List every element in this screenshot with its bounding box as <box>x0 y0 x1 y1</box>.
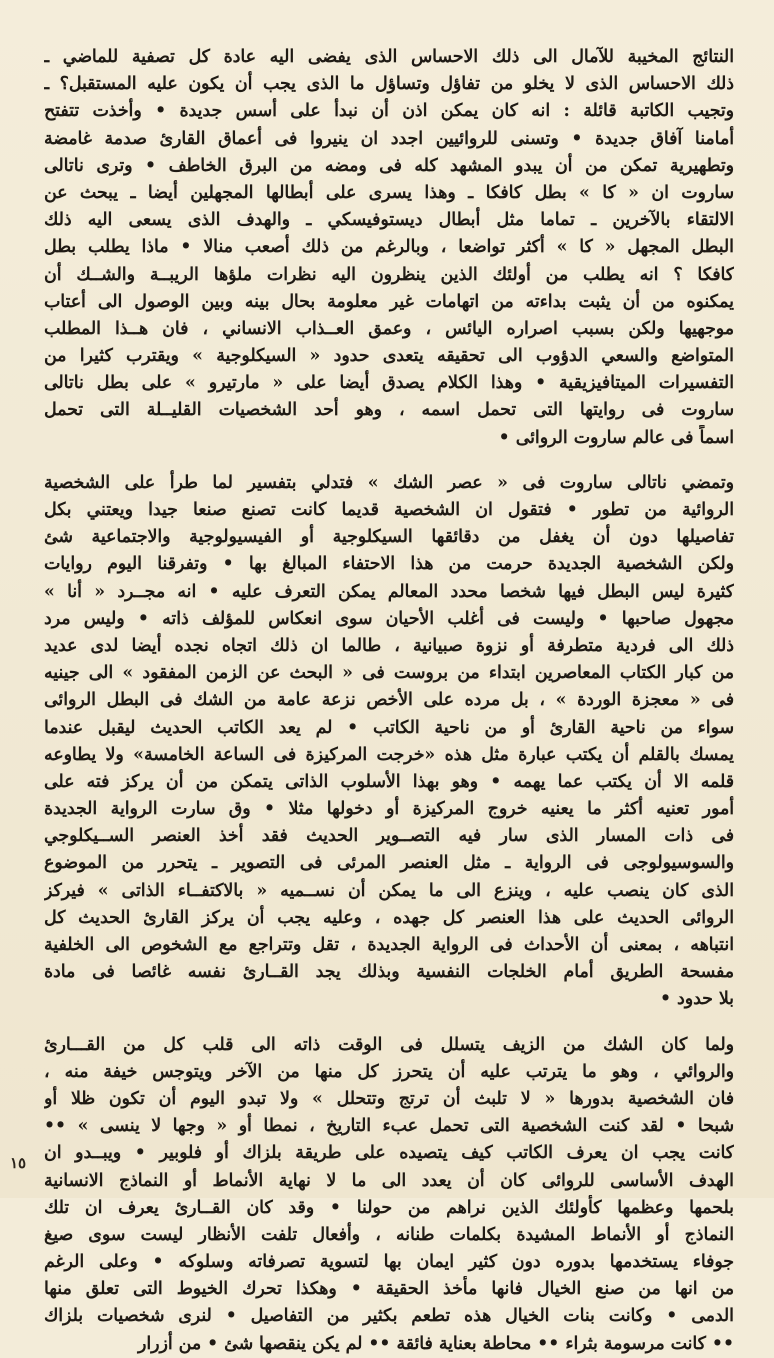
text-line: موجهيها ولكن بسبب اصراره اليائس ، وعمق العــذاب الانساني ، فان هــذا المطلب <box>44 318 734 339</box>
text-line: ولكن الشخصية الجديدة حرمت من هذا الاحتفاء المبالغ بها • وتفرقنا اليوم روايات <box>44 554 734 575</box>
text-line: فان الشخصية بدورها « لا تلبث أن ترتج وتتحلل » ولا تبدو اليوم أن تكون ظلا أو <box>44 1088 734 1109</box>
text-line: سواء من ناحية القارئ أو من ناحية الكاتب • لم يعد الكاتب الحديث ليقبل عندما <box>44 717 734 738</box>
text-line: البطل المجهل « كا » أكثر تواضعا ، وبالرغم من ذلك أصعب منالا • ماذا يطلب بطل <box>44 237 734 258</box>
text-line: مجهول صاحبها • وليست فى أغلب الأحيان سوى انعكاس للمؤلف ذاته • وليس مرد <box>44 608 734 629</box>
text-line: والروائي ، وهو ما يترتب عليه أن يتحرز كل منها من الآخر ويتوجس خيفة منه ، <box>44 1061 734 1082</box>
text-line: من كبار الكتاب المعاصرين ابتداء من بروست فى « البحث عن الزمن المفقود » الى جينيه <box>44 663 734 684</box>
text-line: الروائى الحديث على هذا العنصر كل جهده ، وعليه يجب أن يركز القارئ الحديث كل <box>44 907 734 928</box>
text-line: الالتقاء بالآخرين ـ تماما مثل أبطال ديستوفيسكي ـ والهدف الذى يسعى اليه ذلك <box>44 210 734 231</box>
text-line: والسوسيولوجى فى الرواية ـ مثل العنصر المرئى فى التصوير ـ يتحرر من الموضوع <box>44 853 734 874</box>
text-line: النماذج أو الأنماط المشيدة بكلمات طنانه ، وأفعال تلفت الأنظار ليست سوى صيغ <box>44 1224 734 1245</box>
page-number: ١٥ <box>10 1154 27 1172</box>
text-line: المتواضع والسعي الدؤوب الى تحقيقه يتعدى حدود « السيكلوجية » ويقترب كثيرا من <box>44 346 734 367</box>
text-line: فى « معجزة الوردة » ، بل مرده على الأخص نزعة عامة من الشك فى البطل الروائى <box>44 690 734 711</box>
text-line: شبحا • لقد كنت الشخصية التى تحمل عبء التاريخ ، نمطا أو « وجها لا ينسى » •• <box>44 1116 734 1137</box>
text-line: وتطهيرية تمكن من أن يبدو المشهد كله فى ومضه من البرق الخاطف • وترى ناتالى <box>44 155 734 176</box>
text-line: وتمضي ناتالى ساروت فى « عصر الشك » فتدلي بتفسير لما طرأ على الشخصية <box>44 472 734 493</box>
text-line: الدمى • وكانت بنات الخيال هذه تطعم بكثير من التفاصيل • لنرى شخصيات بلزاك <box>44 1306 734 1327</box>
text-line: الهدف الأساسى للروائى كان أن يعدد الى ما لا نهاية الأنماط أو النماذج الانسانية <box>44 1170 734 1191</box>
paragraph <box>44 44 734 452</box>
text-line: كثيرة ليس البطل فيها شخصا محدد المعالم يمكن التعرف عليه • انه مجــرد « أنا » <box>44 581 734 602</box>
text-line: بلحمها وعظمها كأولئك الذين نراهم من حولنا • وقد كان القــارئ يعرف ان تلك <box>44 1197 734 1218</box>
text-line: ساروت ان « كا » بطل كافكا ـ وهذا يسرى على أبطالها المجهلين أيضا ـ يبحث عن <box>44 182 734 203</box>
paragraph-gap <box>44 1014 734 1032</box>
text-line: يمسك بالقلم أن يكتب عبارة مثل هذه «خرجت المركيزة فى الساعة الخامسة» ولا يطاوعه <box>44 744 734 765</box>
text-line: الروائية من تطور • فتقول ان الشخصية قديما كانت تصنع صنعا جيدا ويعتني بكل <box>44 500 734 520</box>
article-body <box>44 44 734 1358</box>
text-line: أمامنا آفاق جديدة • وتسنى للروائيين اجدد ان ينيروا فى أعماق القارئ صدمة غامضة <box>44 128 734 149</box>
text-line: جوفاء يستخدمها بدوره دون كثير ايمان بها لتسوية تصرفاته وسلوكه • وعلى الرغم <box>44 1252 734 1273</box>
text-line: تفاصيلها دون أن يغفل من دقائقها السيكلوجية أو الفيسيولوجية والاجتماعية شئ <box>44 527 734 548</box>
paragraph-gap <box>44 452 734 470</box>
text-line: التفسيرات الميتافيزيقية • وهذا الكلام يصدق أيضا على « مارتيرو » على بطل ناتالى <box>44 373 734 394</box>
text-line: انتباهه ، بمعنى أن الأحداث فى الرواية الجديدة ، تقل وتتراجع مع الشخوص الى الخلفية <box>44 935 734 955</box>
text-line: فى ذات المسار الذى سار فيه التصــوير الحديث فقد أخذ العنصر الســيكلوجي <box>44 826 734 847</box>
text-line: ذلك الاحساس الذى لا يخلو من تفاؤل وتساؤل ما الذى يجب أن يكون عليه المستقبل؟ ـ <box>44 74 734 95</box>
text-line: أمور تعنيه أكثر ما يعنيه خروج المركيزة أو دخولها مثلا • وق سارت الرواية الجديدة <box>44 799 734 820</box>
text-line: كافكا ؟ انه يطلب من أولئك الذين ينظرون اليه نظرات ملؤها الريبــة والشــك أن <box>44 264 734 285</box>
text-line: وتجيب الكاتبة قائلة : انه كان يمكن اذن أن نبدأ على أسس جديدة • وأخذت تتفتح <box>44 101 734 122</box>
text-line: من انها من صنع الخيال فانها مأخذ الحقيقة • وهكذا تحرك الخيوط التى تعلق منها <box>44 1279 734 1300</box>
text-line: ساروت فى روايتها التى تحمل اسمه ، وهو أحد الشخصيات القليــلة التى تحمل <box>44 400 734 421</box>
paragraph <box>44 1032 734 1358</box>
text-line: قلمه الا أن يكتب عما يهمه • وهو بهذا الأسلوب الذاتى يتمكن من أن يركز فته على <box>44 771 734 792</box>
text-line: الذى كان ينصب عليه ، وينزع الى ما يمكن أن نســميه « بالاكتفــاء الذاتى » فيركز <box>44 880 734 901</box>
text-line: ولما كان الشك من الزيف يتسلل فى الوقت ذاته الى قلب كل من القـــارئ <box>44 1034 734 1055</box>
text-line: ذلك الى فردية متطرفة أو نزوة صبيانية ، طالما ان ذلك اتجاه نجده أيضا لدى عديد <box>44 635 734 656</box>
text-line: اسماً فى عالم ساروت الروائى • <box>498 427 734 448</box>
text-line: يمكنوه من أن يثبت بداءته من اتهامات غير معلومة بحال بينه وبين الوصول الى أعتاب <box>44 291 734 312</box>
text-line: كانت يجب ان يعرف الكاتب كيف يتصيده على طريقة بلزاك أو فلوبير • ويبــدو ان <box>44 1143 734 1164</box>
text-line: بلا حدود • <box>660 989 734 1010</box>
paragraph <box>44 470 734 1014</box>
text-line: مفسحة الطريق أمام الخلجات النفسية وبذلك يجد القــارئ نفسه غائصا فى مادة <box>44 962 734 983</box>
text-line: النتائج المخيبة للآمال الى ذلك الاحساس الذى يفضى اليه عادة كل تصفية للماضي ـ <box>44 47 734 67</box>
text-line: •• كانت مرسومة بثراء •• محاطة بعناية فائقة •• لم يكن ينقصها شئ • من أزرار <box>138 1333 734 1354</box>
